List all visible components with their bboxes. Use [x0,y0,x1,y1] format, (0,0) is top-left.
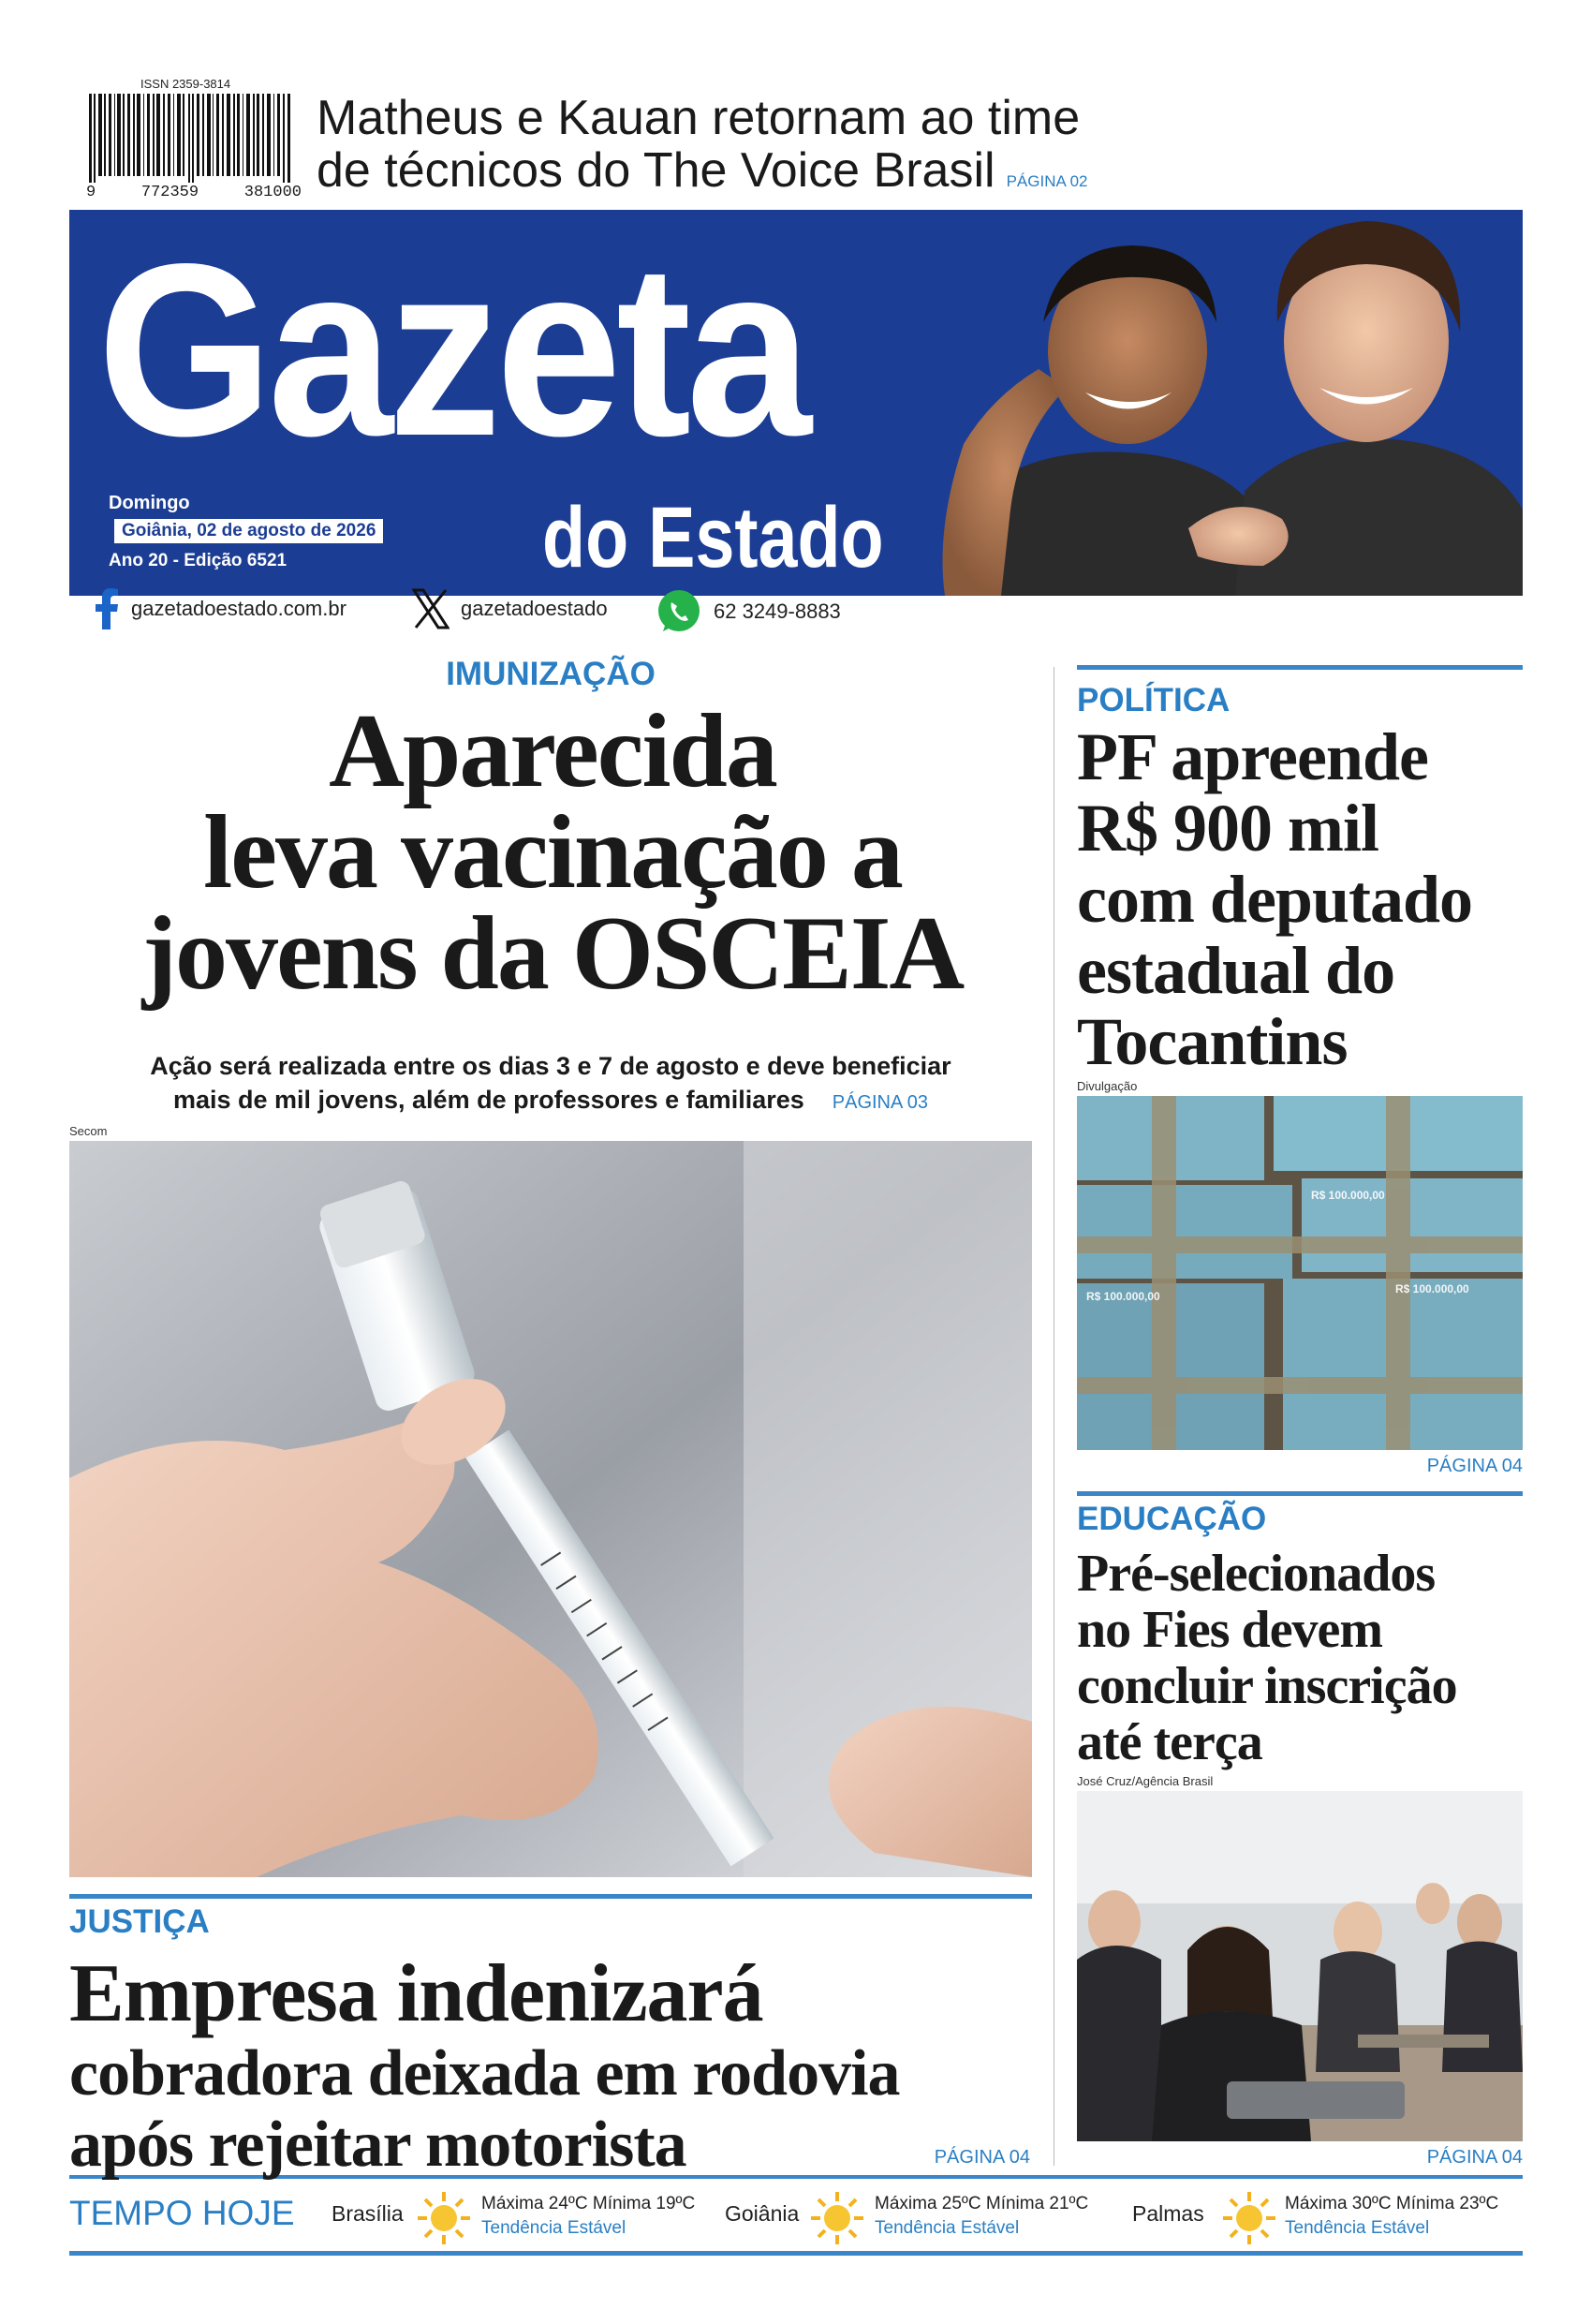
weather-city [332,2183,725,2248]
subheadline-line [69,1083,1032,1119]
justice-page[interactable]: PÁGINA 04 [934,2147,1030,2168]
main-story-kicker: IMUNIZAÇÃO [446,656,656,692]
headline-line: leva vacinação a [203,794,902,910]
section-rule [1077,665,1523,670]
headline-line: no Fies devem [1077,1601,1383,1659]
main-story-subheadline [69,1049,1032,1119]
section-rule [69,1894,1032,1899]
weather-minmax: Máxima 24ºC Mínima 19ºC [481,2194,696,2213]
sun-icon [809,2190,865,2246]
masthead [69,210,1523,596]
facebook-link[interactable] [94,588,346,629]
section-rule [69,2251,1523,2256]
weather-minmax: Máxima 25ºC Mínima 21ºC [875,2194,1089,2213]
sun-icon [1221,2190,1277,2246]
headline-line: após rejeitar motorista [69,2109,686,2181]
weather-city-name: Goiânia [725,2201,800,2226]
weather-label: TEMPO HOJE [69,2194,295,2232]
weather-bar [69,2183,1523,2248]
facebook-icon [94,588,120,629]
education-headline[interactable] [1077,1546,1526,1770]
politics-kicker: POLÍTICA [1077,682,1231,718]
politics-headline[interactable] [1077,721,1526,1077]
x-link[interactable] [412,588,608,629]
top-teaser-line [317,144,1113,208]
justice-headline-main[interactable]: Empresa indenizará [69,1948,763,2039]
headline-line: até terça [1077,1713,1262,1771]
money-photo[interactable] [1077,1096,1523,1450]
banknote-label: R$ 100.000,00 [1086,1290,1160,1303]
main-story-page[interactable]: PÁGINA 03 [832,1092,929,1113]
headline-line: Tocantins [1077,1004,1348,1079]
singers-photo[interactable] [926,210,1523,596]
top-teaser-page[interactable]: PÁGINA 02 [1006,172,1088,190]
weather-city [1132,2183,1523,2248]
barcode-digit-group: 772359 [140,184,199,201]
facebook-url: gazetadoestado.com.br [131,597,346,620]
headline-line: Aparecida [329,693,776,809]
main-story-headline[interactable] [56,693,1049,1012]
headline-line: concluir inscrição [1077,1657,1457,1715]
x-handle: gazetadoestado [461,597,608,620]
section-rule [1077,1491,1523,1496]
whatsapp-number: 62 3249-8883 [714,600,841,623]
education-page[interactable]: PÁGINA 04 [1426,2147,1523,2168]
headline-line: com deputado [1077,862,1473,937]
subheadline-text: mais de mil jovens, além de professores e familiares [172,1086,804,1114]
barcode-digit-group: 9 [86,184,96,201]
top-teaser-line-text: de técnicos do The Voice Brasil [317,143,995,198]
justice-kicker: JUSTIÇA [69,1903,210,1940]
sun-icon [416,2190,472,2246]
barcode [89,94,293,183]
classroom-photo[interactable] [1077,1791,1523,2141]
social-links [94,588,936,633]
headline-line: jovens da OSCEIA [141,896,964,1012]
headline-line: PF apreende [1077,719,1428,794]
barcode-digit-group: 381000 [243,184,302,201]
banknote-label: R$ 100.000,00 [1311,1189,1385,1202]
weather-trend: Tendência Estável [875,2218,1020,2238]
edition-number: Ano 20 - Edição 6521 [109,551,287,570]
edition-date: Goiânia, 02 de agosto de 2026 [114,519,383,543]
headline-line: cobradora deixada em rodovia [69,2037,900,2109]
education-kicker: EDUCAÇÃO [1077,1501,1267,1537]
newspaper-logo-sub: do Estado [542,490,884,585]
x-icon [412,588,450,629]
photo-credit: Secom [69,1124,108,1138]
weather-city [725,2183,1118,2248]
vaccine-photo[interactable] [69,1141,1032,1877]
subheadline-line: Ação será realizada entre os dias 3 e 7 de agosto e deve beneficiar [150,1052,951,1080]
top-teaser-line: Matheus e Kauan retornam ao time [317,91,1081,145]
whatsapp-icon [656,588,702,635]
politics-page[interactable]: PÁGINA 04 [1426,1456,1523,1476]
whatsapp-link[interactable] [656,588,841,635]
issn-number: ISSN 2359-3814 [140,77,231,91]
newspaper-logo[interactable]: Gazeta [97,213,807,487]
weather-city-name: Brasília [332,2201,404,2226]
photo-credit: José Cruz/Agência Brasil [1077,1774,1214,1788]
banknote-label: R$ 100.000,00 [1395,1282,1469,1295]
photo-credit: Divulgação [1077,1079,1138,1093]
edition-day: Domingo [109,493,190,513]
top-teaser-headline[interactable] [317,92,1113,208]
weather-trend: Tendência Estável [481,2218,626,2238]
weather-city-name: Palmas [1132,2201,1204,2226]
headline-line: R$ 900 mil [1077,791,1378,866]
weather-trend: Tendência Estável [1285,2218,1430,2238]
headline-line: estadual do [1077,933,1395,1008]
money-photo-art [1077,1096,1523,1450]
barcode-digits [86,184,302,201]
headline-line: Pré-selecionados [1077,1545,1436,1603]
weather-minmax: Máxima 30ºC Mínima 23ºC [1285,2194,1499,2213]
